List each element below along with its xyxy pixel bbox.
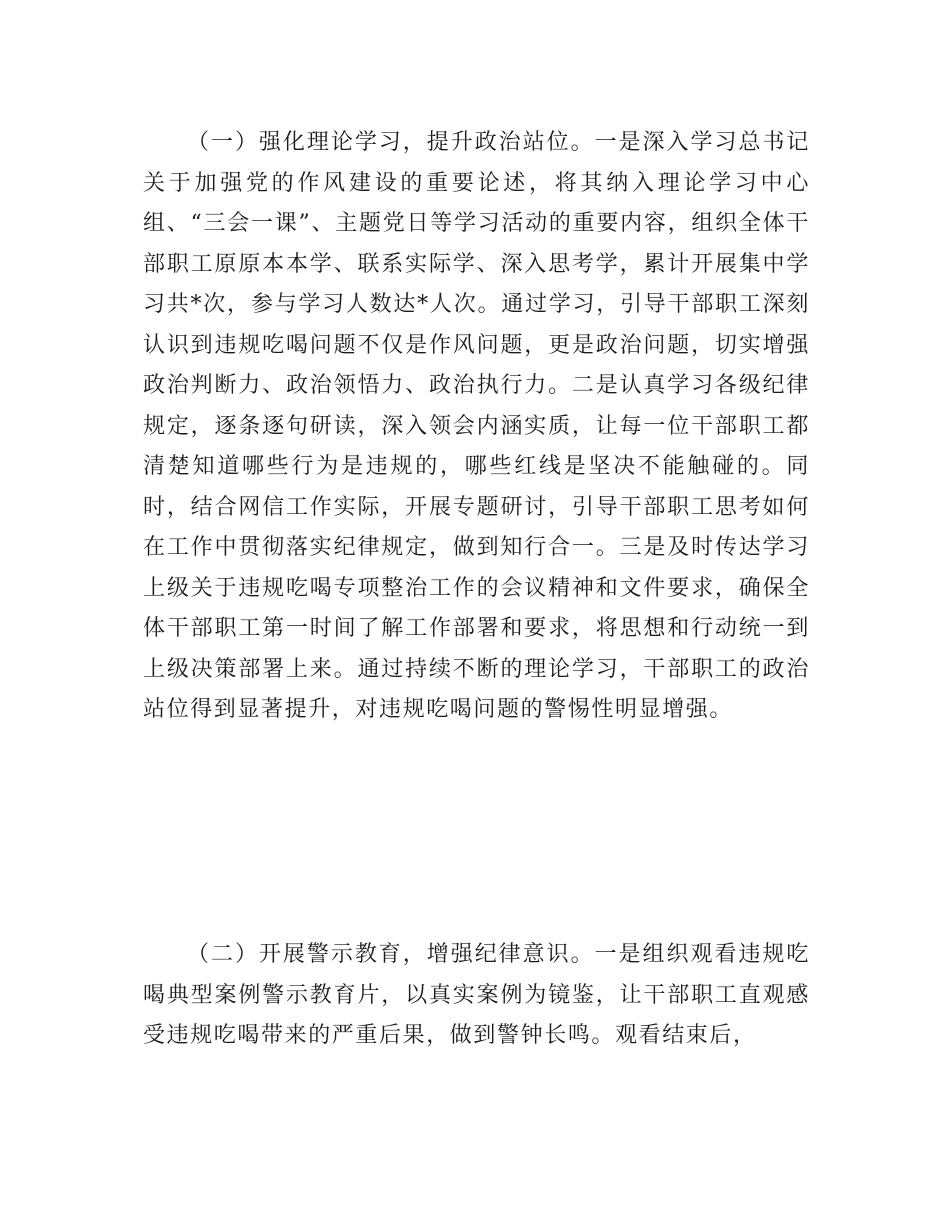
paragraph-theory-study: （一）强化理论学习，提升政治站位。一是深入学习总书记关于加强党的作风建设的重要论述，将其纳入理论学习中心组、“三会一课”、主题党日等学习活动的重要内容，组织全体干部职工原原本本学、联系实际学、深入思考学，累计开展集中学习共*次，参与学习人数达*人次。通过学习，引导干部职工深刻认识到违规吃喝问题不仅是作风问题，更是政治问题，切实增强政治判断力、政治领悟力、政治执行力。二是认真学习各级纪律规定，逐条逐句研读，深入领会内涵实质，让每一位干部职工都清楚知道哪些行为是违规的，哪些红线是坚决不能触碰的。同时，结合网信工作实际，开展专题研讨，引导干部职工思考如何在工作中贯彻落实纪律规定，做到知行合一。三是及时传达学习上级关于违规吃喝专项整治工作的会议精神和文件要求，确保全体干部职工第一时间了解工作部署和要求，将思想和行动统一到上级决策部署上来。通过持续不断的理论学习，干部职工的政治站位得到显著提升，对违规吃喝问题的警惕性明显增强。 [143,130,810,722]
paragraph-warning-education: （二）开展警示教育，增强纪律意识。一是组织观看违规吃喝典型案例警示教育片，以真实案例为镜鉴，让干部职工直观感受违规吃喝带来的严重后果，做到警钟长鸣。观看结束后， [143,942,810,1048]
